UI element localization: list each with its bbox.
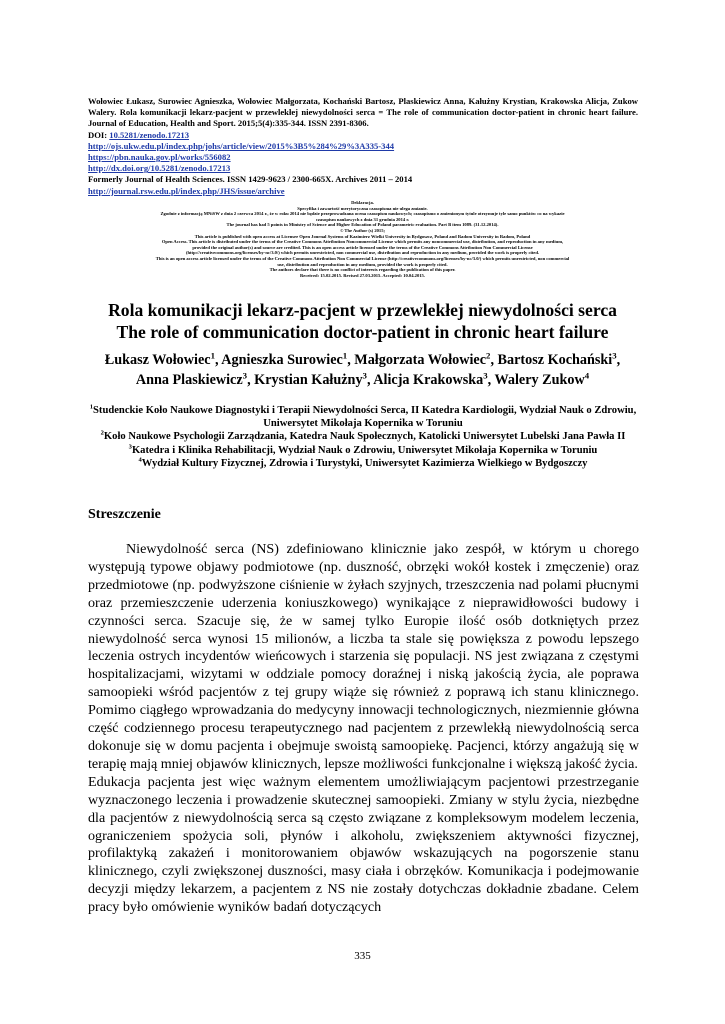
affiliation-number: 3 (128, 443, 132, 451)
formerly-word: ISSN (226, 174, 247, 185)
abstract-heading: Streszczenie (88, 507, 161, 522)
formerly-word: Health (165, 174, 190, 185)
declaration-line: Deklaracja. (351, 200, 374, 205)
affiliation-item (88, 404, 638, 430)
doi-link[interactable]: 10.5281/zenodo.17213 (109, 129, 189, 140)
author-affiliation: 1 (210, 350, 215, 361)
separator: , (490, 352, 498, 368)
author-affiliation: 1 (342, 350, 348, 361)
author-name: Krystian Kałużny (254, 372, 363, 388)
separator: , (247, 372, 255, 388)
formerly-word: 2014 (394, 174, 413, 185)
declaration-line: czasopism naukowych z dnia 31 grudnia 2014 r. (315, 216, 410, 222)
declaration-line: Open Access. This article is distributed under the terms of the Creative Commons Attribution Noncommercial License which permits any noncommercial use, distribution, and reproduction in any medium, (161, 239, 564, 245)
formerly-word: Journal (125, 174, 154, 185)
author-line (60, 370, 665, 390)
formerly-word: Formerly (88, 174, 123, 185)
affiliation-number: 4 (138, 456, 142, 464)
doi-label: DOI: (88, 129, 108, 140)
author-name: Małgorzata Wołowiec (354, 352, 487, 368)
declaration-line: provided the original author(s) and source are credited. This is an open access article licensed under the terms of the Creative Commons Attribution Non Commercial License (192, 244, 533, 250)
citation-text: Wołowiec Łukasz, Surowiec Agnieszka, Wołowiec Małgorzata, Kochański Bartosz, Plaskiewicz Anna, Kałużny Krystian, Krakowska Alicja, Zukow Walery. Rola komunikacji lekarz-pacjent w przewlekłej niewydolności serca = The role of communication doctor-patient in chronic heart failure. Journal of Education, Health and Sport. 2015;5(4):335-344. ISSN 2391-8306. (88, 96, 638, 129)
affiliation-item (88, 430, 638, 443)
formerly-word: – (388, 174, 393, 185)
pbn-link[interactable]: https://pbn.nauka.gov.pl/works/556082 (88, 152, 231, 163)
ojs-link[interactable]: http://ojs.ukw.edu.pl/index.php/johs/article/view/2015%3B5%284%29%3A335-344 (88, 140, 395, 151)
declaration-line: The authors declare that there is no conflict of interests regarding the publication of this paper. (269, 267, 456, 273)
affiliation-text: Studenckie Koło Naukowe Diagnostyki i Terapii Niewydolności Serca, II Katedra Kardiologii, Wydział Nauk o Zdrowiu, Uniwersytet Mikołaja Kopernika w Toruniu (93, 405, 637, 430)
separator: , (366, 372, 374, 388)
separator: , (616, 352, 621, 368)
author-line (60, 350, 665, 370)
page-number: 335 (354, 950, 371, 962)
author-list (60, 350, 665, 390)
title-english: The role of communication doctor-patient in chronic heart failure (116, 322, 609, 342)
declaration-line: This is an open access article licensed under the terms of the Creative Commons Attribution Non Commercial License (http://creativecommons.org/licenses/by-nc/3.0/) which permits unrestricted, non commercial (155, 255, 570, 261)
affiliation-text: Wydział Kultury Fizycznej, Zdrowia i Turystyki, Uniwersytet Kazimierza Wielkiego w Bydgoszczy (141, 457, 588, 469)
citation-block (88, 96, 638, 197)
declaration-line: This article is published with open access at Licensee Open Journal Systems of Kazimierz Wielki University in Bydgoszcz, Poland and Radom University in Radom, Poland (194, 233, 531, 239)
dx-doi-link[interactable]: http://dx.doi.org/10.5281/zenodo.17213 (88, 163, 231, 174)
affiliation-number: 2 (100, 429, 104, 437)
affiliation-text: Koło Naukowe Psychologii Zarządzania, Katedra Nauk Społecznych, Katolicki Uniwersytet Lubelski Jana Pawła II (103, 431, 626, 443)
formerly-word: 2300-665X. (292, 174, 334, 185)
declaration-line: Received: 15.02.2015. Revised 27.03.2015. Accepted: 10.04.2015. (299, 272, 426, 278)
author-name: Walery Zukow (494, 372, 585, 388)
formerly-word: of (155, 174, 163, 185)
declaration-line: © The Author (s) 2015; (339, 227, 386, 233)
author-affiliation: 3 (612, 350, 617, 361)
author-name: Agnieszka Surowiec (221, 352, 343, 368)
affiliation-list (88, 404, 638, 470)
author-name: Łukasz Wołowiec (104, 352, 211, 368)
affiliation-item (88, 444, 638, 457)
separator: , (347, 352, 355, 368)
formerly-line (88, 174, 638, 185)
author-affiliation: 2 (486, 350, 491, 361)
doi-row (88, 130, 638, 141)
declaration-line: The journal has had 5 points in Ministry of Science and Higher Education of Poland parametric evaluation. Part B item 1089. (31.12.2014). (226, 222, 499, 228)
author-affiliation: 3 (362, 370, 367, 381)
author-name: Anna Plaskiewicz (135, 372, 243, 388)
abstract-paragraph: Niewydolność serca (NS) zdefiniowano klinicznie jako zespół, w którym u chorego występują typowe objawy podmiotowe (np. duszność, obrzęki wokół kostek i zmęczenie) oraz przedmiotowe (np. podwyższone ciśnienie w żyłach szyjnych, trzeszczenia nad polami płucnymi oraz przemieszczenie uderzenia koniuszkowego) wynikające z nieprawidłowości budowy i czynności serca. Szacuje się, że w samej tylko Europie ilość osób dotkniętych przez niewydolność serca wynosi 15 milionów, a liczba ta stale się powiększa z powodu lepszego leczenia ostrych incydentów wieńcowych i starzenia się populacji. NS jest związana z częstymi hospitalizacjami, wizytami w oddziale pomocy doraźnej i niską jakością życia, ale poprawa samoopieki wśród pacjentów z tej grupy wiąże się również z poprawą ich stanu klinicznego. Pomimo ciągłego wprowadzania do medycyny innowacji technologicznych, niezmiennie główna część codziennego procesu terapeutycznego nad pacjentem z przewlekłą niewydolnością serca dokonuje się w domu pacjenta i obejmuje swoistą samoopiekę. Pacjenci, którzy angażują się w terapię mają mniej objawów klinicznych, lepsze możliwości funkcjonalne i większą jakość życia. (88, 541, 639, 772)
formerly-word: 1429-9623 (248, 174, 286, 185)
declaration-line: use, distribution and reproduction in any medium, provided the work is properly cited. (277, 261, 448, 267)
author-affiliation: 3 (483, 370, 488, 381)
declaration-line: Zgodnie z informacją MNiSW z dnia 2 czerwca 2014 r., że w roku 2014 nie będzie przeprowadzana ocena czasopism naukowych; czasopismo o zmienionym tytule otrzymuje tyle samo punktów co na wykazie (160, 211, 565, 217)
author-affiliation: 4 (584, 370, 590, 381)
abstract-body (88, 541, 639, 917)
formerly-word: / (287, 174, 291, 185)
declaration-block (60, 200, 665, 278)
formerly-word: 2011 (369, 174, 387, 185)
declaration-line: (http://creativecommons.org/licenses/by-nc/3.0/) which permits unrestricted, non commercial use, distribution and reproduction in any medium, provided the work is properly cited. (185, 250, 540, 256)
title-polish: Rola komunikacji lekarz-pacjent w przewlekłej niewydolności serca (108, 300, 617, 320)
author-name: Alicja Krakowska (373, 372, 484, 388)
author-name: Bartosz Kochański (497, 352, 613, 368)
abstract-paragraph: Edukacja pacjenta jest więc ważnym elementem umożliwiającym pacjentowi przestrzeganie wyznaczonego leczenia i prowadzenie skutecznej samoopieki. Zmiany w stylu życia, niezbędne dla pacjentów z niewydolnością serca są często związane z kompleksowym modelem leczenia, ograniczeniem spożycia soli, płynów i alkoholu, zwiększeniem aktywności fizycznej, profilaktyką zakażeń i monitorowaniem objawów wskazujących na pogorszenie stanu klinicznego, czyli zwiększonej duszności, masy ciała i obrzęków. Komunikacja i podejmowanie decyzji między lekarzem, a pacjentem z NS nie zostały dotychczas dokładnie zbadane. Celem pracy było omówienie wyników badań dotyczących (88, 773, 639, 916)
declaration-line: Specyfika i zawartość merytoryczna czasopisma nie ulega zmianie. (297, 205, 428, 211)
separator: , (487, 372, 495, 388)
paper-title (60, 299, 665, 343)
affiliation-number: 1 (89, 403, 94, 411)
archive-link[interactable]: http://journal.rsw.edu.pl/index.php/JHS/issue/archive (88, 185, 285, 196)
formerly-word: Archives (335, 174, 368, 185)
author-affiliation: 3 (242, 370, 248, 381)
separator: , (214, 352, 222, 368)
affiliation-text: Katedra i Klinika Rehabilitacji, Wydział Nauk o Zdrowiu, Uniwersytet Mikołaja Kopernika w Toruniu (131, 444, 598, 456)
affiliation-item (88, 457, 638, 470)
formerly-word: Sciences. (192, 174, 225, 185)
